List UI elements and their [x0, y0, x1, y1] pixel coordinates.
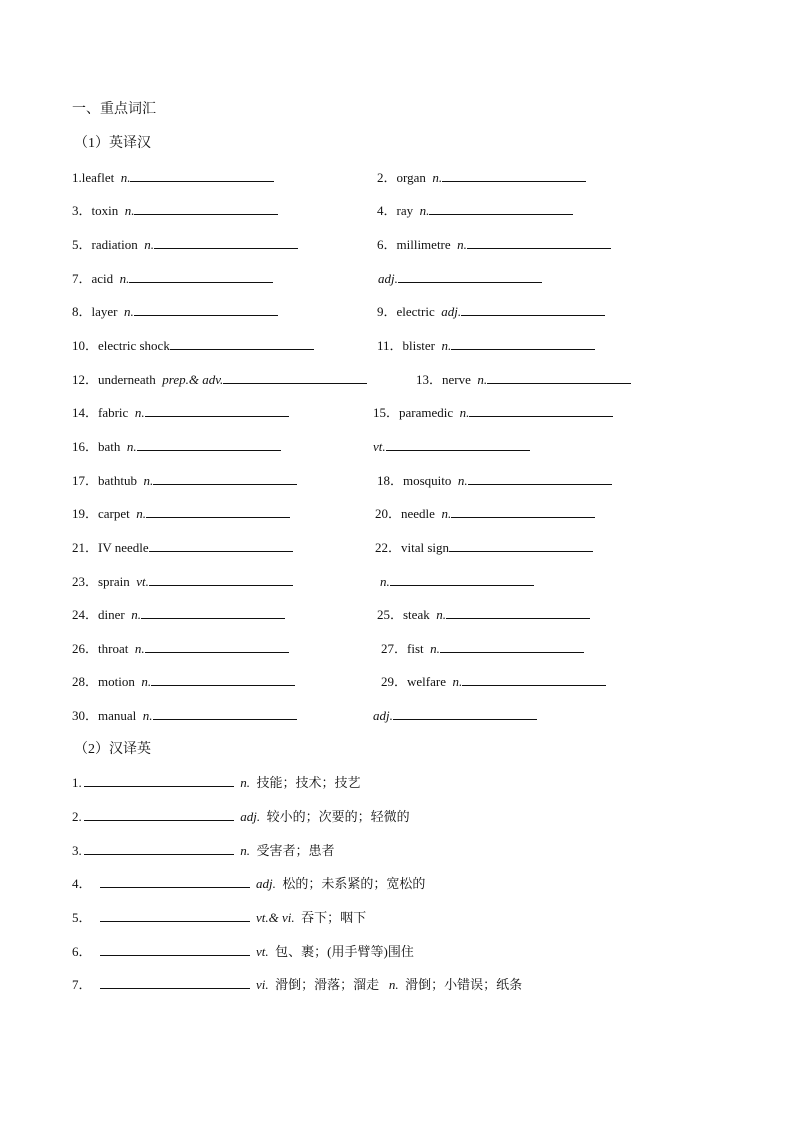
answer-blank[interactable]	[84, 808, 234, 821]
vocab-word: 1.leaflet	[72, 170, 115, 185]
part-of-speech: n.	[436, 607, 446, 622]
answer-blank[interactable]	[141, 606, 285, 619]
vocab-word: 11．blister	[377, 338, 436, 353]
vocab-item-left	[72, 539, 293, 557]
part-of-speech: n.	[141, 674, 152, 689]
answer-blank[interactable]	[134, 303, 278, 316]
item-number: 1.	[72, 775, 82, 790]
vocab-item-right	[373, 404, 613, 422]
vocab-item-right	[377, 472, 612, 490]
answer-blank[interactable]	[129, 270, 273, 283]
vocab-item-right	[373, 438, 530, 456]
answer-blank[interactable]	[84, 774, 234, 787]
vocab-item-left	[72, 337, 314, 355]
vocab-item-right	[377, 236, 611, 254]
vocab-item-right	[381, 640, 584, 658]
part-of-speech: n.	[120, 170, 131, 185]
answer-blank[interactable]	[149, 573, 293, 586]
vocab-item-left	[72, 640, 289, 658]
answer-blank[interactable]	[145, 404, 289, 417]
answer-blank[interactable]	[467, 236, 611, 249]
answer-blank[interactable]	[487, 371, 631, 384]
part-of-speech: n.	[380, 574, 390, 589]
vocab-word: 17．bathtub	[72, 473, 137, 488]
answer-blank[interactable]	[137, 438, 281, 451]
answer-blank[interactable]	[84, 842, 234, 855]
chinese-meaning: 滑倒；小错误；纸条	[405, 977, 523, 992]
part-of-speech: n.	[131, 607, 141, 622]
vocab-item-right	[377, 169, 586, 187]
vocab-word: 24．diner	[72, 607, 125, 622]
answer-blank[interactable]	[440, 640, 584, 653]
part-of-speech: n.	[240, 775, 250, 790]
vocab-item-right	[377, 337, 595, 355]
vocab-word: 21．IV needle	[72, 540, 149, 555]
part1-title: （1）英译汉	[74, 136, 151, 151]
translation-item	[72, 808, 410, 826]
part-of-speech: n.	[143, 473, 154, 488]
answer-blank[interactable]	[100, 943, 250, 956]
vocab-item-right	[375, 539, 593, 557]
part-of-speech: n.	[457, 237, 467, 252]
vocab-item-left	[72, 472, 297, 490]
vocab-word: 18．mosquito	[377, 473, 452, 488]
part-of-speech: vt.	[136, 574, 149, 589]
answer-blank[interactable]	[223, 371, 367, 384]
answer-blank[interactable]	[393, 707, 537, 720]
part-of-speech: n.	[477, 372, 488, 387]
translation-item	[72, 842, 335, 860]
vocab-word: 26．throat	[72, 641, 129, 656]
vocab-item-left	[72, 371, 367, 389]
vocab-item-left	[72, 404, 289, 422]
vocab-item-left	[72, 270, 273, 288]
vocab-item-right	[381, 673, 606, 691]
vocab-word: 14．fabric	[72, 405, 129, 420]
part-of-speech: adj.	[373, 708, 393, 723]
vocab-word: 5．radiation	[72, 237, 138, 252]
translation-item	[72, 875, 425, 893]
translation-item	[72, 909, 366, 927]
answer-blank[interactable]	[149, 539, 293, 552]
vocab-item-right	[377, 606, 590, 624]
vocab-item-left	[72, 236, 298, 254]
part-of-speech: vi.	[256, 977, 269, 992]
vocab-item-right	[375, 505, 595, 523]
part-of-speech: n.	[430, 641, 440, 656]
part-of-speech: n.	[240, 843, 250, 858]
vocab-word: 23．sprain	[72, 574, 130, 589]
vocab-item-right	[377, 202, 573, 220]
translation-item	[72, 943, 414, 961]
vocab-item-left	[72, 707, 297, 725]
vocab-item-right	[373, 707, 537, 725]
answer-blank[interactable]	[153, 707, 297, 720]
answer-blank[interactable]	[469, 404, 613, 417]
vocab-word: 4．ray	[377, 203, 414, 218]
vocab-item-left	[72, 573, 293, 591]
vocab-item-left	[72, 505, 290, 523]
part-of-speech: n.	[123, 304, 134, 319]
vocab-word: 8．layer	[72, 304, 118, 319]
item-number: 7．	[72, 977, 92, 992]
part-of-speech: vt.	[373, 439, 386, 454]
vocab-item-right	[378, 270, 542, 288]
vocab-word: 10．electric shock	[72, 338, 170, 353]
part-of-speech: vt.	[256, 944, 269, 959]
vocab-word: 13．nerve	[416, 372, 471, 387]
vocab-item-left	[72, 202, 278, 220]
answer-blank[interactable]	[154, 236, 298, 249]
item-number: 4．	[72, 876, 92, 891]
translation-item	[72, 774, 361, 792]
vocab-item-left	[72, 606, 285, 624]
part2-title: （2）汉译英	[74, 742, 151, 757]
part-of-speech: n.	[142, 708, 153, 723]
item-number: 2.	[72, 809, 82, 824]
part-of-speech: n.	[126, 439, 137, 454]
part-of-speech: n.	[388, 977, 399, 992]
answer-blank[interactable]	[151, 673, 295, 686]
part-of-speech: n.	[452, 674, 463, 689]
part-of-speech: n.	[119, 271, 130, 286]
item-number: 6．	[72, 944, 92, 959]
answer-blank[interactable]	[449, 539, 593, 552]
chinese-meaning: 较小的；次要的；轻微的	[266, 809, 410, 824]
part-of-speech: vt.& vi.	[256, 910, 295, 925]
vocab-word: 30．manual	[72, 708, 137, 723]
answer-blank[interactable]	[446, 606, 590, 619]
part-of-speech: n.	[124, 203, 135, 218]
part-of-speech: n.	[144, 237, 154, 252]
translation-item	[72, 976, 522, 994]
part-of-speech: n.	[441, 338, 452, 353]
answer-blank[interactable]	[429, 202, 573, 215]
answer-blank[interactable]	[451, 337, 595, 350]
vocab-item-right	[377, 303, 605, 321]
answer-blank[interactable]	[170, 337, 314, 350]
vocab-word: 2．organ	[377, 170, 426, 185]
part-of-speech: n.	[134, 641, 145, 656]
part-of-speech: n.	[459, 405, 470, 420]
answer-blank[interactable]	[468, 472, 612, 485]
item-number: 5．	[72, 910, 92, 925]
vocab-word: 6．millimetre	[377, 237, 451, 252]
chinese-meaning: 包、裹；(用手臂等)围住	[275, 944, 414, 959]
section-title: 一、重点词汇	[72, 102, 156, 117]
chinese-meaning: 受害者；患者	[256, 843, 335, 858]
answer-blank[interactable]	[130, 169, 274, 182]
vocab-word: 25．steak	[377, 607, 430, 622]
vocab-word: 16．bath	[72, 439, 121, 454]
answer-blank[interactable]	[134, 202, 278, 215]
part-of-speech: adj.	[441, 304, 462, 319]
vocab-word: 22．vital sign	[375, 540, 450, 555]
part-of-speech: n.	[457, 473, 468, 488]
answer-blank[interactable]	[398, 270, 542, 283]
vocab-item-right	[380, 573, 534, 591]
part-of-speech: prep.& adv.	[162, 372, 224, 387]
answer-blank[interactable]	[390, 573, 534, 586]
part-of-speech: adj.	[240, 809, 261, 824]
part-of-speech: n.	[419, 203, 430, 218]
vocab-item-left	[72, 438, 281, 456]
vocab-word: 15．paramedic	[373, 405, 454, 420]
vocab-word: 7．acid	[72, 271, 114, 286]
answer-blank[interactable]	[100, 875, 250, 888]
vocab-item-left	[72, 303, 278, 321]
answer-blank[interactable]	[100, 909, 250, 922]
vocab-word: 3．toxin	[72, 203, 119, 218]
vocab-word: 19．carpet	[72, 506, 130, 521]
answer-blank[interactable]	[386, 438, 530, 451]
answer-blank[interactable]	[146, 505, 290, 518]
chinese-meaning: 松的；未系紧的；宽松的	[282, 876, 426, 891]
answer-blank[interactable]	[461, 303, 605, 316]
part-of-speech: adj.	[256, 876, 276, 891]
vocab-word: 29．welfare	[381, 674, 446, 689]
part-of-speech: n.	[441, 506, 452, 521]
answer-blank[interactable]	[100, 976, 250, 989]
part-of-speech: adj.	[378, 271, 398, 286]
answer-blank[interactable]	[442, 169, 586, 182]
part-of-speech: n.	[136, 506, 147, 521]
part-of-speech: n.	[432, 170, 443, 185]
chinese-meaning: 技能；技术；技艺	[256, 775, 361, 790]
answer-blank[interactable]	[145, 640, 289, 653]
chinese-meaning: 吞下；咽下	[301, 910, 367, 925]
vocab-word: 12．underneath	[72, 372, 156, 387]
vocab-word: 9．electric	[377, 304, 435, 319]
vocab-item-left	[72, 673, 295, 691]
item-number: 3.	[72, 843, 82, 858]
vocab-word: 28．motion	[72, 674, 135, 689]
answer-blank[interactable]	[153, 472, 297, 485]
answer-blank[interactable]	[462, 673, 606, 686]
vocab-word: 27．fist	[381, 641, 424, 656]
part-of-speech: n.	[134, 405, 145, 420]
vocab-word: 20．needle	[375, 506, 435, 521]
chinese-meaning: 滑倒；滑落；溜走	[275, 977, 380, 992]
vocab-item-left	[72, 169, 274, 187]
answer-blank[interactable]	[451, 505, 595, 518]
vocab-item-right	[416, 371, 631, 389]
